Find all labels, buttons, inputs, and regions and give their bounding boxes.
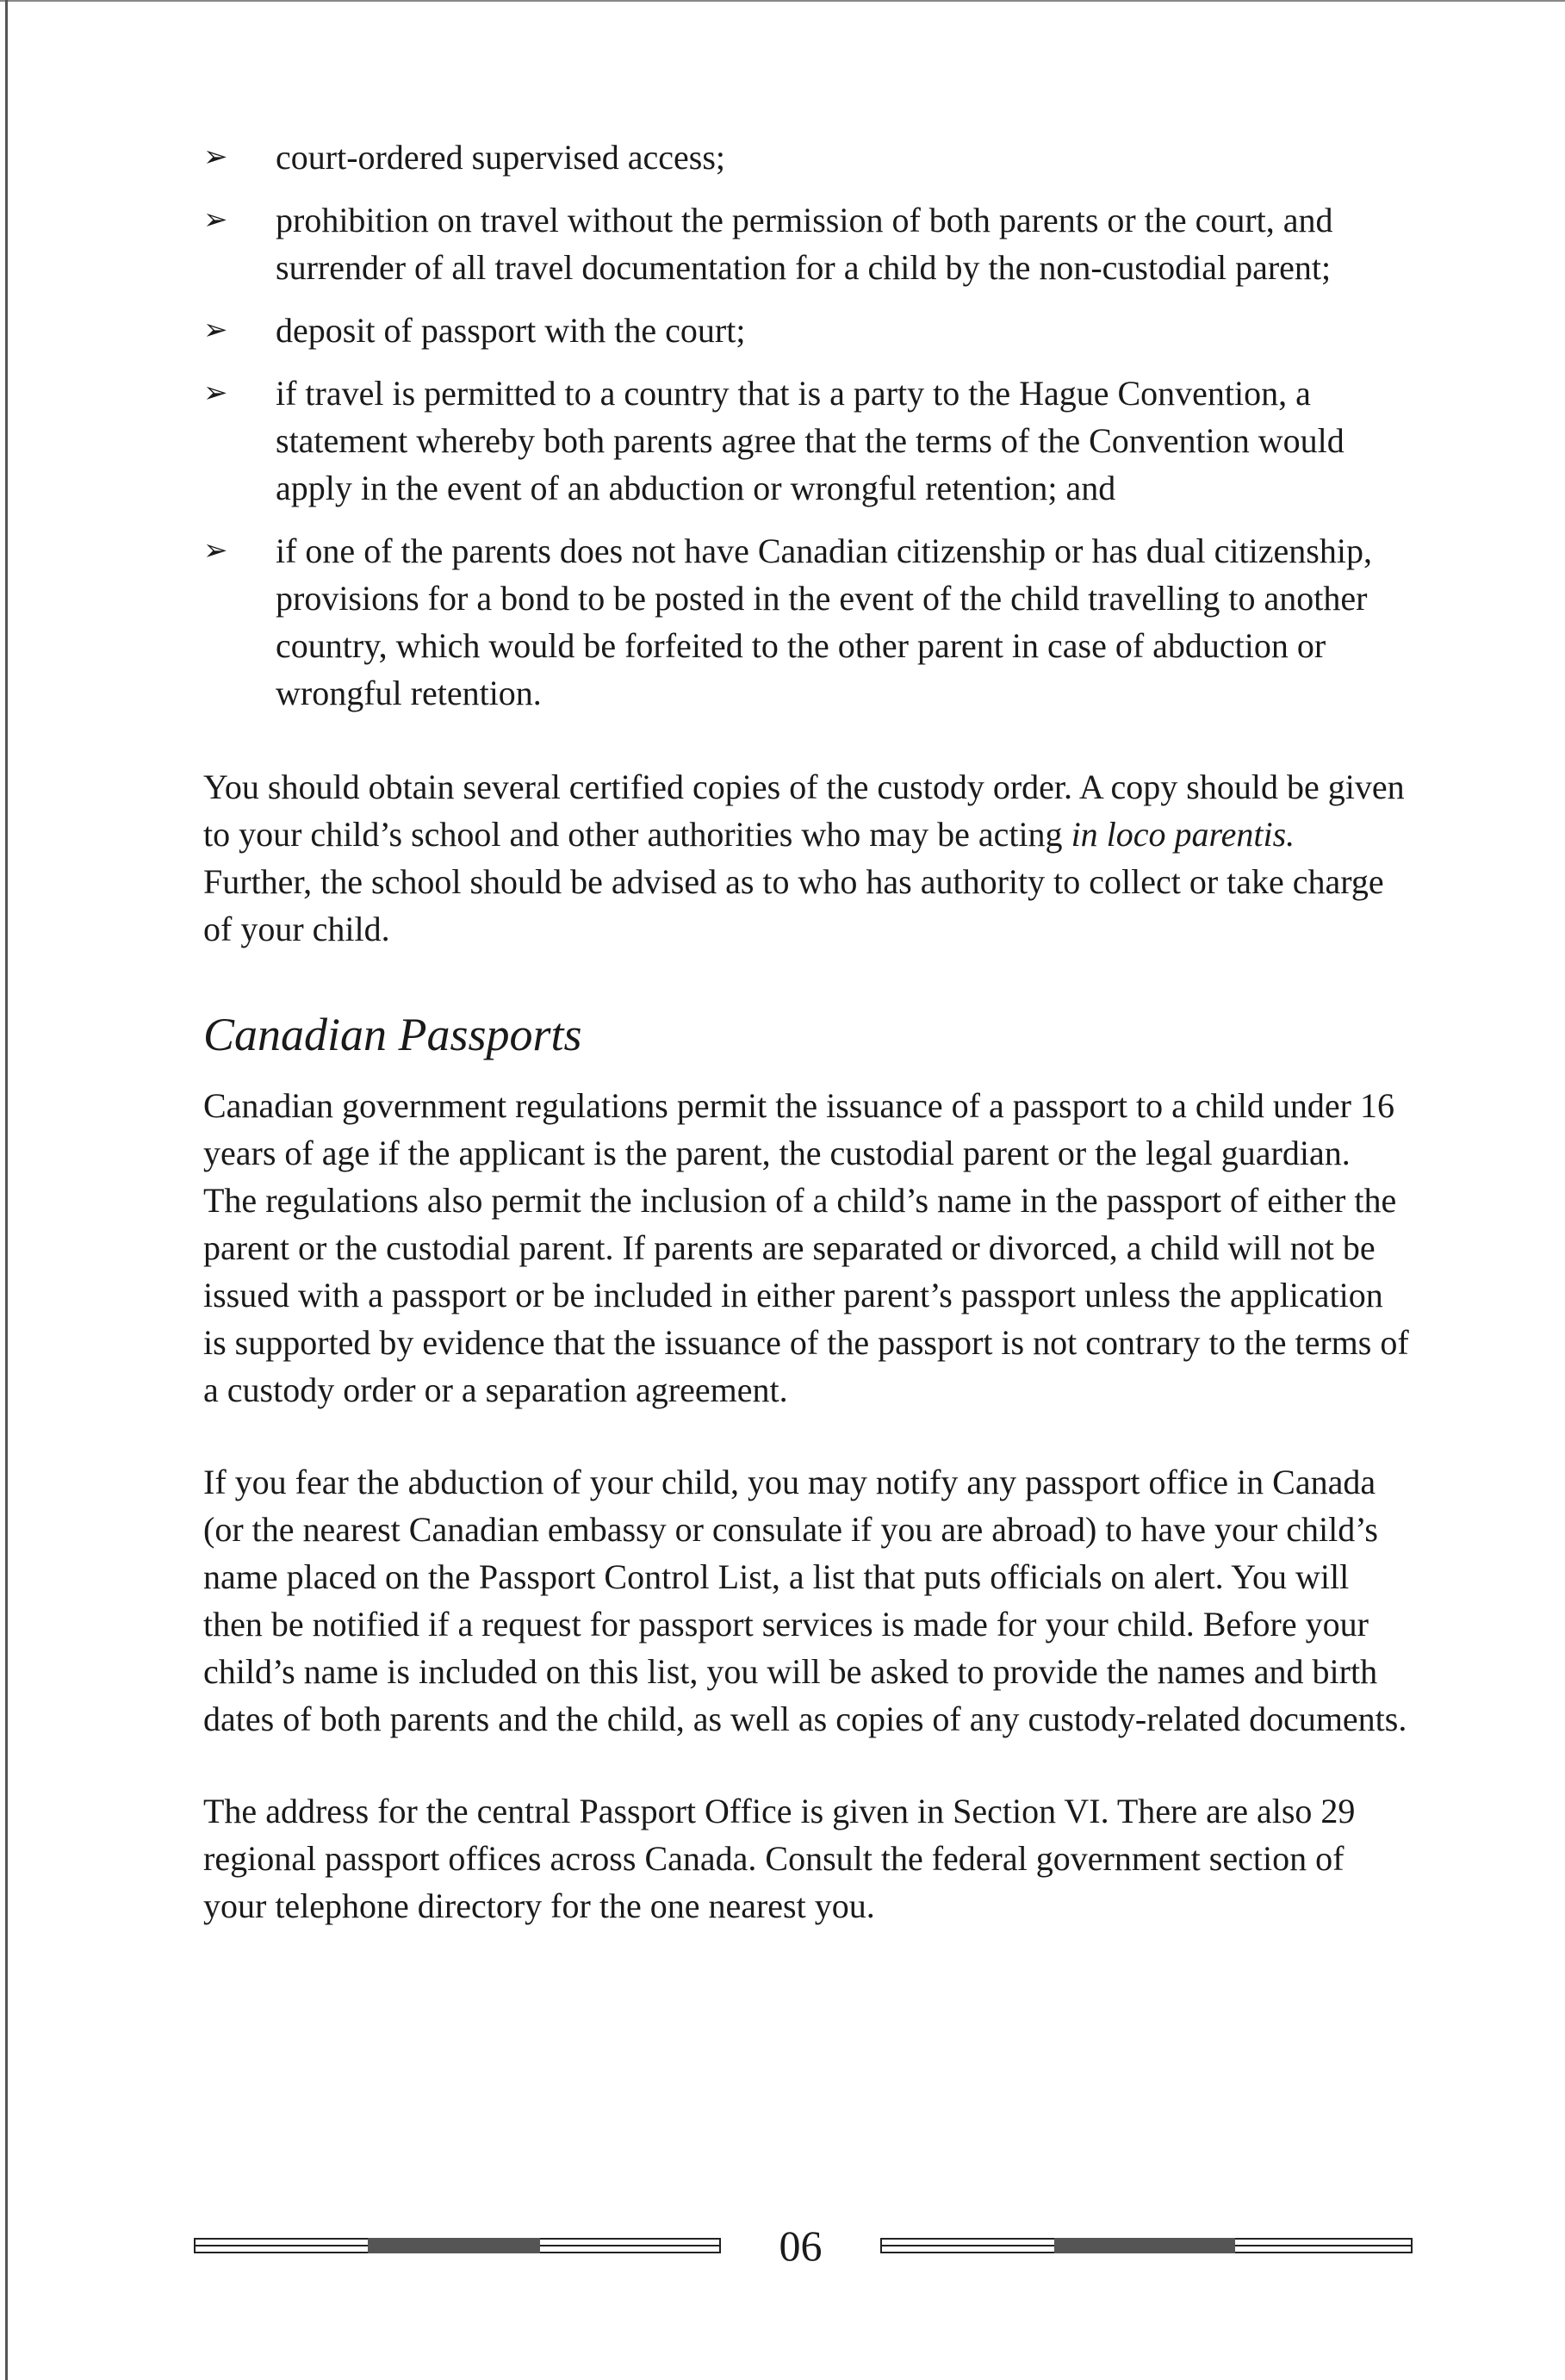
arrow-bullet-icon: ➢	[203, 314, 228, 346]
bullet-text: court-ordered supervised access;	[276, 138, 725, 177]
arrow-bullet-icon: ➢	[203, 204, 228, 236]
bullet-item	[203, 307, 1409, 354]
latin-term: in loco parentis.	[1071, 815, 1295, 854]
passport-regulations-paragraph: Canadian government regulations permit the issuance of a passport to a child under 16 years of age if the applicant is the parent, the custodial parent or the legal guardian. The regulations also permit the inclusion of a child’s name in the passport of either the parent or the custodial parent. If parents are separated or divorced, a child will not be issued with a passport or be included in either parent’s passport unless the application is supported by evidence that the issuance of the passport is not contrary to the terms of a custody order or a separation agreement.	[203, 1086, 1409, 1409]
paragraph-text: You should obtain several certified copies of the custody order. A copy should be given to your child’s school and other authorities who may be acting	[203, 767, 1405, 854]
bullet-text: if one of the parents does not have Canadian citizenship or has dual citizenship, provisions for a bond to be posted in the event of the child travelling to another country, which would be forfeited to the other parent in case of abduction or wrongful retention.	[276, 531, 1372, 712]
bullet-text: deposit of passport with the court;	[276, 311, 746, 350]
bullet-list	[203, 134, 1409, 717]
paragraph-text: Further, the school should be advised as to who has authority to collect or take charge of your child.	[203, 862, 1384, 948]
page-number: 06	[779, 2222, 823, 2270]
footer-rule-shade	[368, 2238, 540, 2253]
page-top-edge	[0, 0, 1565, 2]
footer-rule-shade	[1054, 2238, 1235, 2253]
page-left-edge	[5, 0, 8, 2380]
passport-office-paragraph: The address for the central Passport Office is given in Section VI. There are also 29 regional passport offices across Canada. Consult the federal government section of your telephone directory for the one nearest you.	[203, 1792, 1356, 1925]
bullet-text: prohibition on travel without the permission of both parents or the court, and surrender of all travel documentation for a child by the non-custodial parent;	[276, 201, 1333, 287]
custody-copies-paragraph	[203, 763, 1409, 953]
arrow-bullet-icon: ➢	[203, 141, 228, 173]
footer-rule-left	[194, 2238, 721, 2253]
page-content	[203, 134, 1409, 1929]
bullet-item	[203, 134, 1409, 181]
arrow-bullet-icon: ➢	[203, 535, 228, 567]
passport-control-list-paragraph: If you fear the abduction of your child, you may notify any passport office in Canada (or the nearest Canadian embassy or consulate if you are abroad) to have your child’s name placed on the Passport Control List, a list that puts officials on alert. You will then be notified if a request for passport services is made for your child. Before your child’s name is included on this list, you will be asked to provide the names and birth dates of both parents and the child, as well as copies of any custody-related documents.	[203, 1463, 1407, 1738]
bullet-item	[203, 196, 1409, 291]
bullet-text: if travel is permitted to a country that is a party to the Hague Convention, a statement whereby both parents agree that the terms of the Convention would apply in the event of an abduction or wrongful retention; and	[276, 374, 1345, 507]
section-heading: Canadian Passports	[203, 1009, 582, 1060]
page-footer	[194, 2222, 1413, 2270]
footer-rule-right	[880, 2238, 1413, 2253]
arrow-bullet-icon: ➢	[203, 377, 228, 409]
bullet-item	[203, 527, 1409, 717]
bullet-item	[203, 370, 1409, 512]
